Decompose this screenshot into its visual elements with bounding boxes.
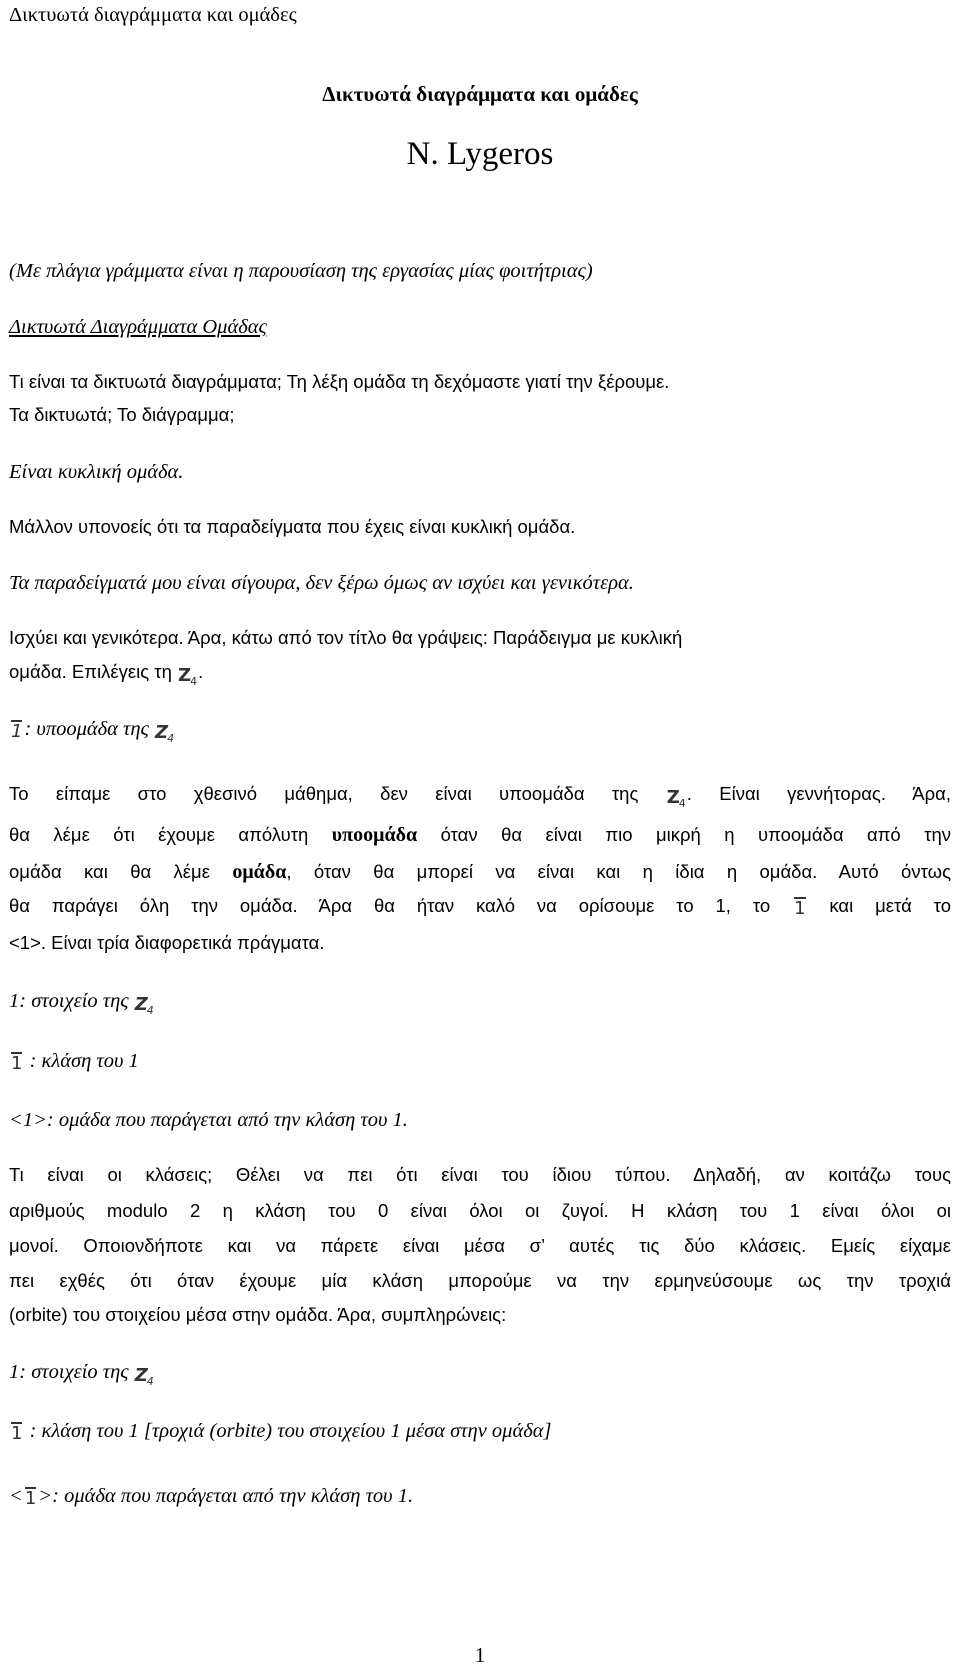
student-line-4-text: 1: στοιχείο της bbox=[9, 990, 129, 1012]
student-line-9-text: >: ομάδα που παράγεται από την κλάση του 1. bbox=[38, 1485, 414, 1507]
student-line-8-text: : κλάση του 1 [τροχιά (orbite) του στοιχείου 1 μέσα στην ομάδα] bbox=[29, 1420, 552, 1442]
z4-symbol-icon: Z4 bbox=[155, 722, 175, 745]
paragraph-5-line-3: μονοί. Οποιονδήποτε και να πάρετε είναι μέσα σ’ αυτές τις δύο κλάσεις. Εμείς είχαμε bbox=[9, 1235, 951, 1256]
paragraph-4-line-1 bbox=[9, 785, 951, 809]
running-title: Δικτυωτά διαγράμματα και ομάδες bbox=[9, 4, 297, 26]
paragraph-1-line-1: Τι είναι τα δικτυωτά διαγράμματα; Τη λέξη ομάδα τη δεχόμαστε γιατί την ξέρουμε. bbox=[9, 371, 670, 392]
student-line-4 bbox=[9, 991, 155, 1016]
paragraph-1-line-2: Τα δικτυωτά; Το διάγραμμα; bbox=[9, 404, 235, 425]
z4-symbol-icon: $Z_4$ bbox=[178, 665, 198, 688]
paragraph-5-line-2: αριθμούς modulo 2 η κλάση του 0 είναι όλοι οι ζυγοί. Η κλάση του 1 είναι όλοι οι bbox=[9, 1200, 951, 1221]
paragraph-5-line-1: Τι είναι οι κλάσεις; Θέλει να πει ότι είναι του ίδιου τύπου. Δηλαδή, αν κοιτάζω τους bbox=[9, 1164, 951, 1185]
angle-open: < bbox=[9, 1485, 23, 1507]
class-one-symbol-icon: 1 bbox=[11, 1053, 23, 1074]
paragraph-5-line-5: (orbite) του στοιχείου μέσα στην ομάδα. Άρα, συμπληρώνεις: bbox=[9, 1304, 507, 1325]
student-line-5-text: : κλάση του 1 bbox=[29, 1050, 139, 1072]
paragraph-2: Μάλλον υπονοείς ότι τα παραδείγματα που έχεις είναι κυκλική ομάδα. bbox=[9, 516, 576, 537]
class-one-symbol-icon: 1 bbox=[11, 1423, 23, 1444]
student-line-1: Είναι κυκλική ομάδα. bbox=[9, 461, 184, 483]
paragraph-4-text-h: και μετά το bbox=[829, 895, 951, 916]
paragraph-4-text-g: θα παράγει όλη την ομάδα. Άρα θα ήταν καλό να ορίσουμε το 1, το bbox=[9, 895, 771, 916]
paragraph-4-text-e: ομάδα και θα λέμε bbox=[9, 861, 210, 882]
paragraph-3-text: ομάδα. Επιλέγεις τη bbox=[9, 661, 172, 682]
class-one-symbol-icon: 1 bbox=[794, 898, 806, 919]
z4-symbol-icon: Z4 bbox=[134, 994, 154, 1017]
student-line-6: <1>: ομάδα που παράγεται από την κλάση του 1. bbox=[9, 1109, 408, 1131]
paragraph-5-line-4: πει εχθές ότι όταν έχουμε μία κλάση μπορούμε να την ερμηνεύσουμε ως την τροχιά bbox=[9, 1270, 951, 1291]
class-one-symbol-icon: 1 bbox=[24, 1488, 37, 1509]
paragraph-4-line-3 bbox=[9, 862, 951, 882]
student-line-3-text: : υποομάδα της bbox=[24, 718, 149, 740]
paragraph-3-line-2 bbox=[9, 663, 203, 687]
section-heading: Δικτυωτά Διαγράμματα Ομάδας bbox=[9, 316, 267, 338]
author-name: N. Lygeros bbox=[406, 136, 554, 172]
paragraph-4-text-c: θα λέμε ότι έχουμε απόλυτη bbox=[9, 824, 309, 845]
z4-symbol-icon: $Z_4$ bbox=[666, 787, 686, 810]
class-one-symbol-icon: 1 bbox=[11, 721, 23, 742]
paragraph-3-end: . bbox=[198, 661, 204, 682]
bold-term-group: ομάδα bbox=[232, 861, 287, 883]
z4-symbol-icon: Z4 bbox=[134, 1365, 154, 1388]
paragraph-3-line-1: Ισχύει και γενικότερα. Άρα, κάτω από τον τίτλο θα γράψεις: Παράδειγμα με κυκλική bbox=[9, 627, 683, 648]
intro-note: (Με πλάγια γράμματα είναι η παρουσίαση της εργασίας μίας φοιτήτριας) bbox=[9, 260, 593, 282]
paragraph-4-text-d: όταν θα είναι πιο μικρή η υποομάδα από την bbox=[440, 824, 952, 845]
paragraph-4-text-a: Το είπαμε στο χθεσινό μάθημα, δεν είναι υποομάδα της bbox=[9, 783, 639, 804]
student-line-3 bbox=[9, 719, 175, 744]
student-line-2: Τα παραδείγματά μου είναι σίγουρα, δεν ξέρω όμως αν ισχύει και γενικότερα. bbox=[9, 572, 634, 594]
paragraph-4-text-f: , όταν θα μπορεί να είναι και η ίδια η ομάδα. Αυτό όντως bbox=[286, 861, 952, 882]
student-line-9 bbox=[9, 1486, 413, 1507]
paragraph-4-line-5: <1>. Είναι τρία διαφορετικά πράγματα. bbox=[9, 932, 325, 953]
paragraph-4-text-b: . Είναι γεννήτορας. Άρα, bbox=[686, 783, 951, 804]
paragraph-4-line-2 bbox=[9, 825, 951, 845]
student-line-8 bbox=[9, 1421, 552, 1442]
student-line-7 bbox=[9, 1362, 155, 1387]
paragraph-4-line-4 bbox=[9, 895, 951, 919]
document-title: Δικτυωτά διαγράμματα και ομάδες bbox=[322, 82, 638, 106]
student-line-7-text: 1: στοιχείο της bbox=[9, 1361, 129, 1383]
bold-term-subgroup: υποομάδα bbox=[331, 824, 418, 846]
student-line-5 bbox=[9, 1051, 139, 1072]
page-number: 1 bbox=[474, 1643, 486, 1667]
